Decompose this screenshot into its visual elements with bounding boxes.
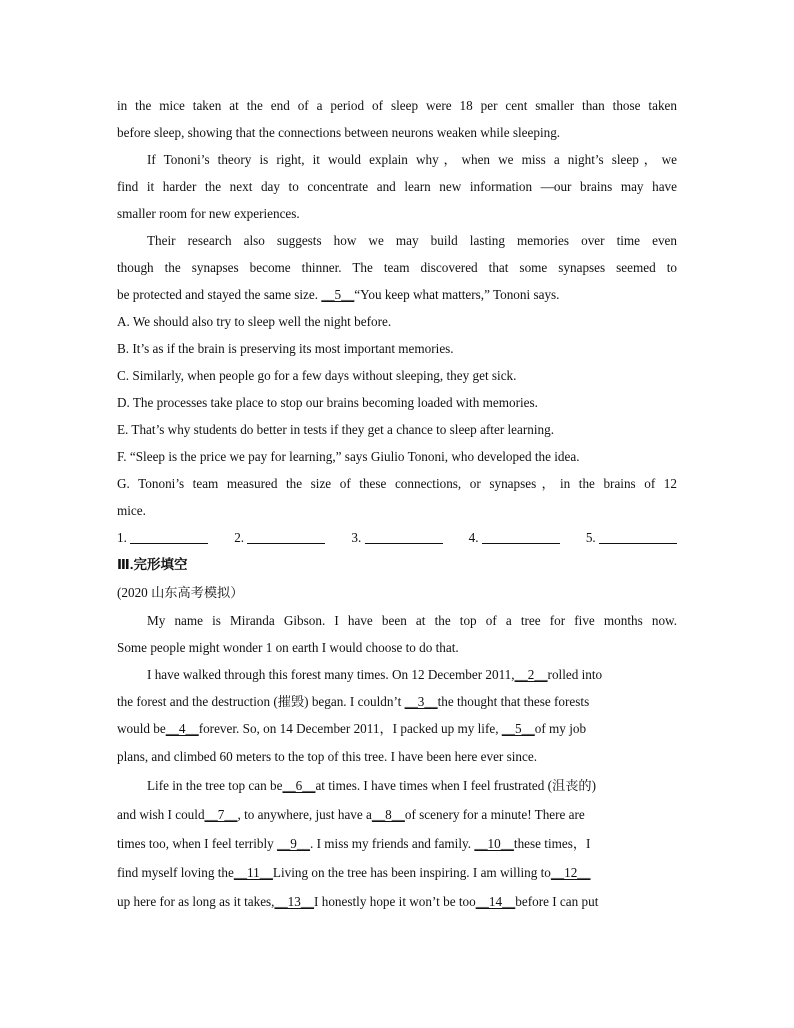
cloze-line [117,688,677,715]
section-source: (2020 山东高考模拟） [117,585,244,600]
cloze-line [117,742,677,771]
option-f: F. “Sleep is the price we pay for learning,” says Giulio Tononi, who developed the idea. [117,449,580,464]
cloze-line [117,771,677,800]
text-segment: plans, and climbed 60 meters to the top of this tree. I have been here ever since. [117,749,538,764]
document-content [117,92,677,916]
blank-3: __3__ [404,694,438,709]
text-segment: forever. So, on 14 December 2011，I packed up my life, [198,721,502,736]
reading-line: If Tononi’s theory is right, it would explain why，when we miss a night’s sleep，we [147,152,677,167]
cloze-line [117,858,677,887]
text-segment: before I can put [515,894,599,909]
reading-line: smaller room for new experiences. [117,206,300,221]
text-segment: rolled into [547,667,603,682]
text-segment: of scenery for a minute! There are [404,807,585,822]
option-b: B. It’s as if the brain is preserving its most important memories. [117,341,454,356]
reading-line [117,281,677,308]
answer-label: 2. [234,530,245,545]
cloze-line [117,829,677,858]
answer-label: 4. [468,530,479,545]
text-segment: these times，I [513,836,591,851]
text-segment: “You keep what matters,” Tononi says. [354,287,560,302]
cloze-line [117,715,677,742]
answer-line[interactable] [599,529,677,544]
reading-line: though the synapses become thinner. The team discovered that some synapses seemed to [117,260,677,275]
blank-14: __14__ [475,894,516,909]
text-segment: times too, when I feel terribly [117,836,278,851]
cloze-line: Some people might wonder 1 on earth I would choose to do that. [117,640,459,655]
answer-slot [351,524,442,551]
blank-11: __11__ [233,865,273,880]
option-g: G. Tononi’s team measured the size of these connections, or synapses，in the brains of 12 [117,476,677,491]
answer-line[interactable] [482,529,560,544]
text-segment: . I miss my friends and family. [310,836,475,851]
cloze-line: My name is Miranda Gibson. I have been at the top of a tree for five months now. [147,613,677,628]
section-title: Ⅲ.完形填空 [117,557,188,572]
text-segment: , to anywhere, just have a [237,807,372,822]
answer-label: 1. [117,530,127,545]
answer-slot [586,524,677,551]
text-segment: I honestly hope it won’t be too [314,894,476,909]
text-segment: Life in the tree top can be [147,778,283,793]
blank-4: __4__ [165,721,199,736]
text-segment: and wish I could [117,807,205,822]
text-segment: would be [117,721,166,736]
blank-7: __7__ [204,807,238,822]
cloze-line [117,800,677,829]
answer-slot [469,524,560,551]
text-segment: at times. I have times when I feel frustrated (沮丧的) [315,778,596,793]
answer-slot [234,524,325,551]
text-segment: be protected and stayed the same size. [117,287,322,302]
blank-5: __5__ [501,721,535,736]
answer-line[interactable] [365,529,443,544]
blank-6: __6__ [282,778,316,793]
blank-5: __5__ [321,287,355,302]
answer-row [117,524,677,551]
reading-line: find it harder the next day to concentrate and learn new information —our brains may have [117,179,677,194]
cloze-line [117,887,677,916]
blank-10: __10__ [474,836,514,851]
reading-line: before sleep, showing that the connections between neurons weaken while sleeping. [117,125,561,140]
reading-line: Their research also suggests how we may build lasting memories over time even [147,233,677,248]
text-segment: Living on the tree has been inspiring. I am willing to [272,865,551,880]
blank-12: __12__ [550,865,591,880]
text-segment: of my job [534,721,587,736]
text-segment: the thought that these forests [437,694,590,709]
option-g-continued: mice. [117,503,146,518]
blank-8: __8__ [371,807,405,822]
option-e: E. That’s why students do better in tests if they get a chance to sleep after learning. [117,422,555,437]
text-segment: I have walked through this forest many times. On 12 December 2011, [147,667,515,682]
answer-label: 5. [585,530,596,545]
blank-9: __9__ [277,836,311,851]
option-a: A. We should also try to sleep well the night before. [117,314,392,329]
answer-line[interactable] [130,529,208,544]
blank-2: __2__ [514,667,548,682]
option-c: C. Similarly, when people go for a few days without sleeping, they get sick. [117,368,517,383]
answer-slot [117,524,208,551]
answer-label: 3. [351,530,362,545]
text-segment: up here for as long as it takes, [117,894,275,909]
cloze-line [117,661,677,688]
blank-13: __13__ [274,894,315,909]
reading-line: in the mice taken at the end of a period of sleep were 18 per cent smaller than those taken [117,98,677,113]
answer-line[interactable] [247,529,325,544]
option-d: D. The processes take place to stop our brains becoming loaded with memories. [117,395,538,410]
text-segment: find myself loving the [117,865,234,880]
text-segment: the forest and the destruction (摧毁) began. I couldn’t [117,694,405,709]
